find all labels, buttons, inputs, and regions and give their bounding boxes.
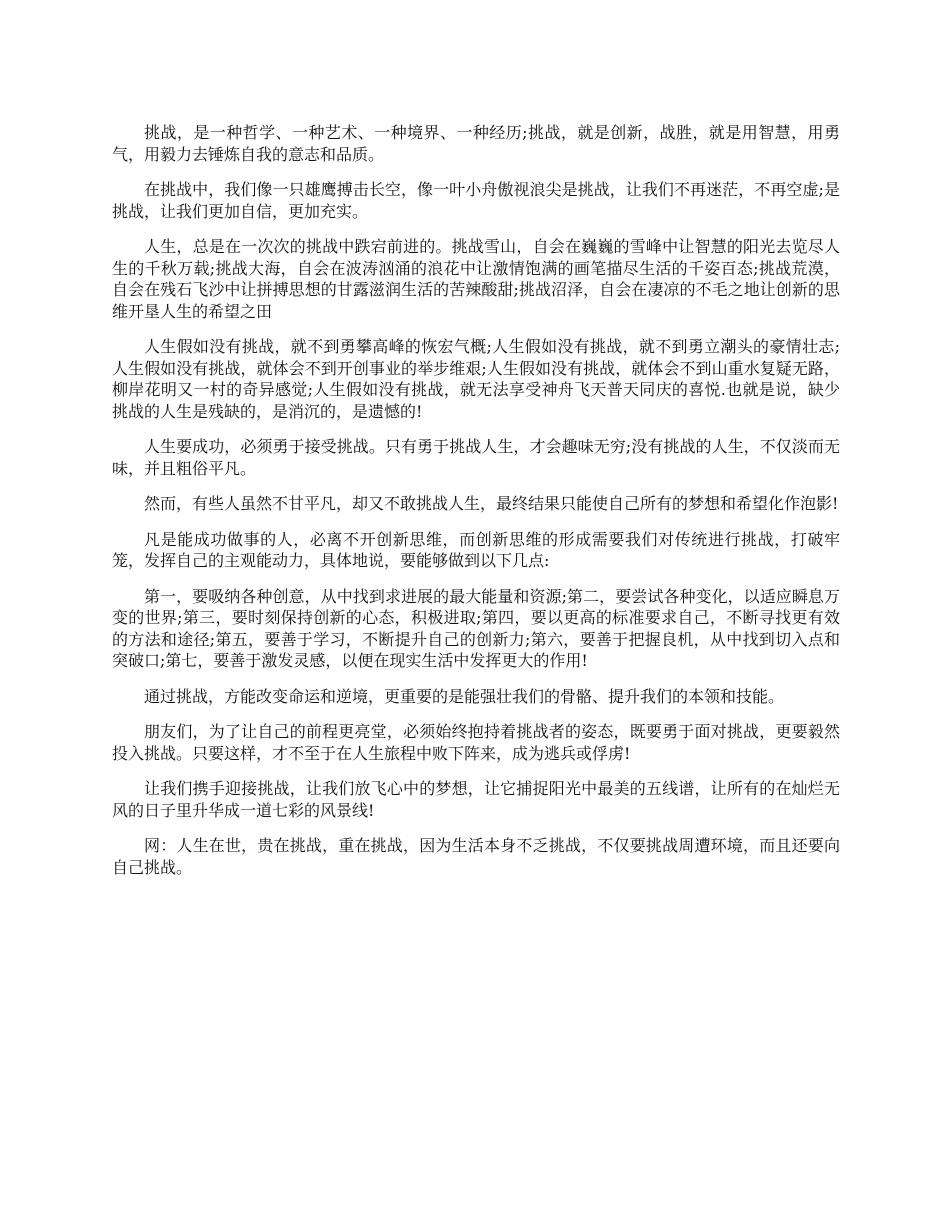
paragraph-11: 让我们携手迎接挑战，让我们放飞心中的梦想，让它捕捉阳光中最美的五线谱，让所有的在灿烂无风的日子里升华成一道七彩的风景线! <box>112 779 840 820</box>
paragraph-3: 人生，总是在一次次的挑战中跌宕前进的。挑战雪山，自会在巍巍的雪峰中让智慧的阳光去览尽人生的千秋万载;挑战大海，自会在波涛汹涌的浪花中让激情饱满的画笔描尽生活的千姿百态;挑战荒漠，自会在残石飞沙中让拼搏思想的甘露滋润生活的苦辣酸甜;挑战沼泽，自会在凄凉的不毛之地让创新的思维开垦人生的希望之田 <box>112 237 840 321</box>
paragraph-2: 在挑战中，我们像一只雄鹰搏击长空，像一叶小舟傲视浪尖是挑战，让我们不再迷茫，不再空虚;是挑战，让我们更加自信，更加充实。 <box>112 180 840 221</box>
document-body <box>112 122 840 892</box>
paragraph-8: 第一，要吸纳各种创意，从中找到求进展的最大能量和资源;第二，要尝试各种变化，以适应瞬息万变的世界;第三，要时刻保持创新的心态，积极进取;第四，要以更高的标准要求自己，不断寻找更有效的方法和途径;第五，要善于学习，不断提升自己的创新力;第六，要善于把握良机，从中找到切入点和突破口;第七，要善于激发灵感，以便在现实生活中发挥更大的作用! <box>112 586 840 670</box>
paragraph-4: 人生假如没有挑战，就不到勇攀高峰的恢宏气概;人生假如没有挑战，就不到勇立潮头的豪情壮志;人生假如没有挑战，就体会不到开创事业的举步维艰;人生假如没有挑战，就体会不到山重水复疑无路，柳岸花明又一村的奇异感觉;人生假如没有挑战，就无法享受神舟飞天普天同庆的喜悦.也就是说，缺少挑战的人生是残缺的，是消沉的，是遗憾的! <box>112 337 840 421</box>
paragraph-7: 凡是能成功做事的人，必离不开创新思维，而创新思维的形成需要我们对传统进行挑战，打破牢笼，发挥自己的主观能动力，具体地说，要能够做到以下几点: <box>112 529 840 570</box>
paragraph-1: 挑战，是一种哲学、一种艺术、一种境界、一种经历;挑战，就是创新，战胜，就是用智慧，用勇气，用毅力去锤炼自我的意志和品质。 <box>112 123 840 164</box>
paragraph-9: 通过挑战，方能改变命运和逆境，更重要的是能强壮我们的骨骼、提升我们的本领和技能。 <box>144 686 785 706</box>
paragraph-5: 人生要成功，必须勇于接受挑战。只有勇于挑战人生，才会趣味无穷;没有挑战的人生，不仅淡而无味，并且粗俗平凡。 <box>112 437 840 478</box>
paragraph-12: 网：人生在世，贵在挑战，重在挑战，因为生活本身不乏挑战，不仅要挑战周遭环境，而且还要向自己挑战。 <box>112 836 840 877</box>
paragraph-6: 然而，有些人虽然不甘平凡，却又不敢挑战人生，最终结果只能使自己所有的梦想和希望化作泡影! <box>144 494 839 513</box>
paragraph-10: 朋友们，为了让自己的前程更亮堂，必须始终抱持着挑战者的姿态，既要勇于面对挑战，更要毅然投入挑战。只要这样，才不至于在人生旅程中败下阵来，成为逃兵或俘虏! <box>112 722 840 763</box>
